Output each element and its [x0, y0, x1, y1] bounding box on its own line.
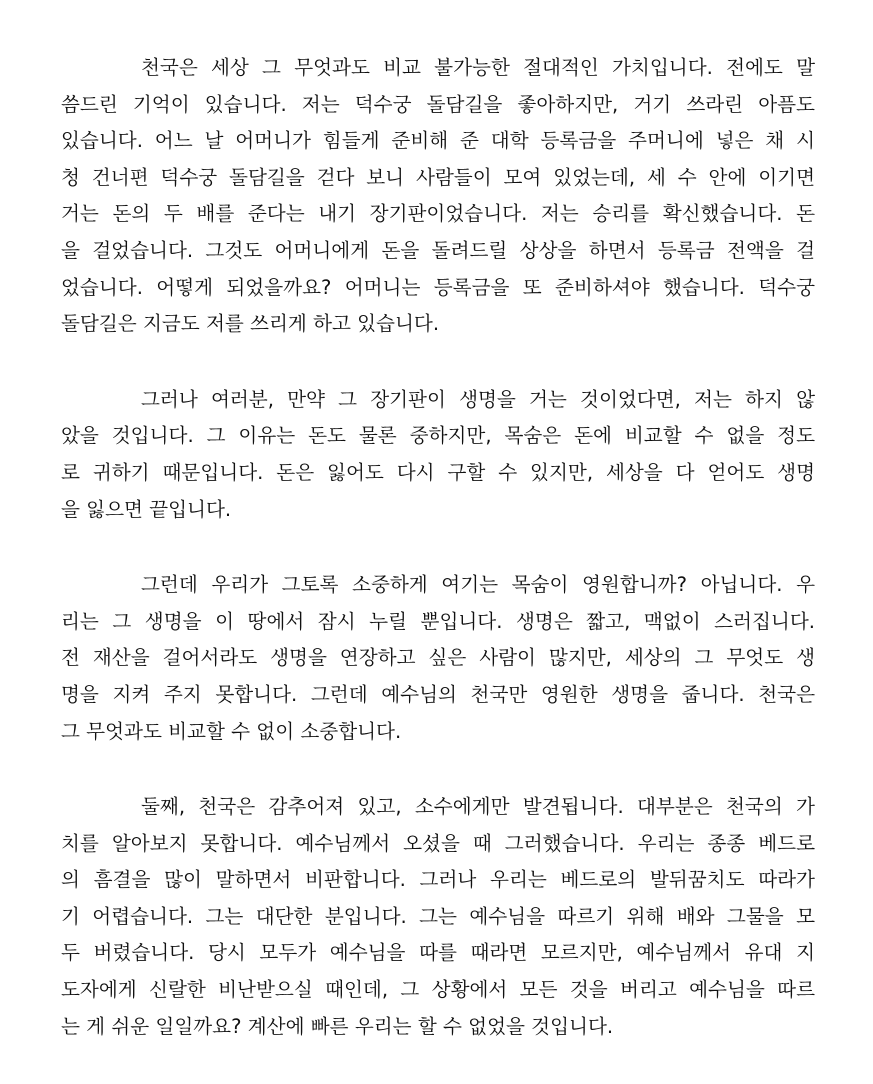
text-line: 치를 알아보지 못합니다. 예수님께서 오셨을 때 그러했습니다. 우리는 종종 베드로 — [61, 831, 815, 855]
paragraph-2 — [61, 382, 815, 528]
text-line: 둘째, 천국은 감추어져 있고, 소수에게만 발견됩니다. 대부분은 천국의 가 — [141, 795, 815, 819]
paragraph-1 — [61, 50, 815, 343]
text-line: 는 게 쉬운 일일까요? 계산에 빠른 우리는 할 수 없었을 것입니다. — [61, 1014, 614, 1038]
text-line: 그 무엇과도 비교할 수 없이 소중합니다. — [61, 719, 402, 743]
text-line: 전 재산을 걸어서라도 생명을 연장하고 싶은 사람이 많지만, 세상의 그 무엇도 생 — [61, 646, 815, 670]
text-line: 그런데 우리가 그토록 소중하게 여기는 목숨이 영원합니까? 아닙니다. 우 — [141, 573, 815, 597]
text-line: 을 걸었습니다. 그것도 어머니에게 돈을 돌려드릴 상상을 하면서 등록금 전액을 걸 — [61, 238, 815, 262]
paragraph-4 — [61, 789, 815, 1045]
text-line: 았을 것입니다. 그 이유는 돈도 물론 중하지만, 목숨은 돈에 비교할 수 없을 정도 — [61, 424, 815, 448]
text-line: 그러나 여러분, 만약 그 장기판이 생명을 거는 것이었다면, 저는 하지 않 — [141, 387, 815, 411]
text-line: 두 버렸습니다. 당시 모두가 예수님을 따를 때라면 모르지만, 예수님께서 유대 지 — [61, 941, 815, 965]
text-line: 로 귀하기 때문입니다. 돈은 잃어도 다시 구할 수 있지만, 세상을 다 얻어도 생명 — [61, 460, 815, 484]
text-line: 기 어렵습니다. 그는 대단한 분입니다. 그는 예수님을 따르기 위해 배와 그물을 모 — [61, 904, 815, 928]
text-line: 명을 지켜 주지 못합니다. 그런데 예수님의 천국만 영원한 생명을 줍니다. 천국은 — [61, 682, 815, 706]
text-line: 돌담길은 지금도 저를 쓰리게 하고 있습니다. — [61, 312, 440, 336]
text-line: 리는 그 생명을 이 땅에서 잠시 누릴 뿐입니다. 생명은 짧고, 맥없이 스러집니다. — [61, 609, 815, 633]
text-line: 을 잃으면 끝입니다. — [61, 497, 232, 521]
paragraph-3 — [61, 567, 815, 750]
text-line: 있습니다. 어느 날 어머니가 힘들게 준비해 준 대학 등록금을 주머니에 넣은 채 시 — [61, 129, 815, 153]
text-line: 거는 돈의 두 배를 준다는 내기 장기판이었습니다. 저는 승리를 확신했습니다. 돈 — [61, 202, 815, 226]
text-line: 도자에게 신랄한 비난받으실 때인데, 그 상황에서 모든 것을 버리고 예수님을 따르 — [61, 978, 815, 1002]
text-line: 의 흠결을 많이 말하면서 비판합니다. 그러나 우리는 베드로의 발뒤꿈치도 따라가 — [61, 868, 815, 892]
text-line: 었습니다. 어떻게 되었을까요? 어머니는 등록금을 또 준비하셔야 했습니다. 덕수궁 — [61, 275, 815, 299]
text-line: 청 건너편 덕수궁 돌담길을 걷다 보니 사람들이 모여 있었는데, 세 수 안에 이기면 — [61, 165, 815, 189]
text-line: 천국은 세상 그 무엇과도 비교 불가능한 절대적인 가치입니다. 전에도 말 — [141, 56, 815, 79]
text-line: 씀드린 기억이 있습니다. 저는 덕수궁 돌담길을 좋아하지만, 거기 쓰라린 아픔도 — [61, 92, 815, 116]
